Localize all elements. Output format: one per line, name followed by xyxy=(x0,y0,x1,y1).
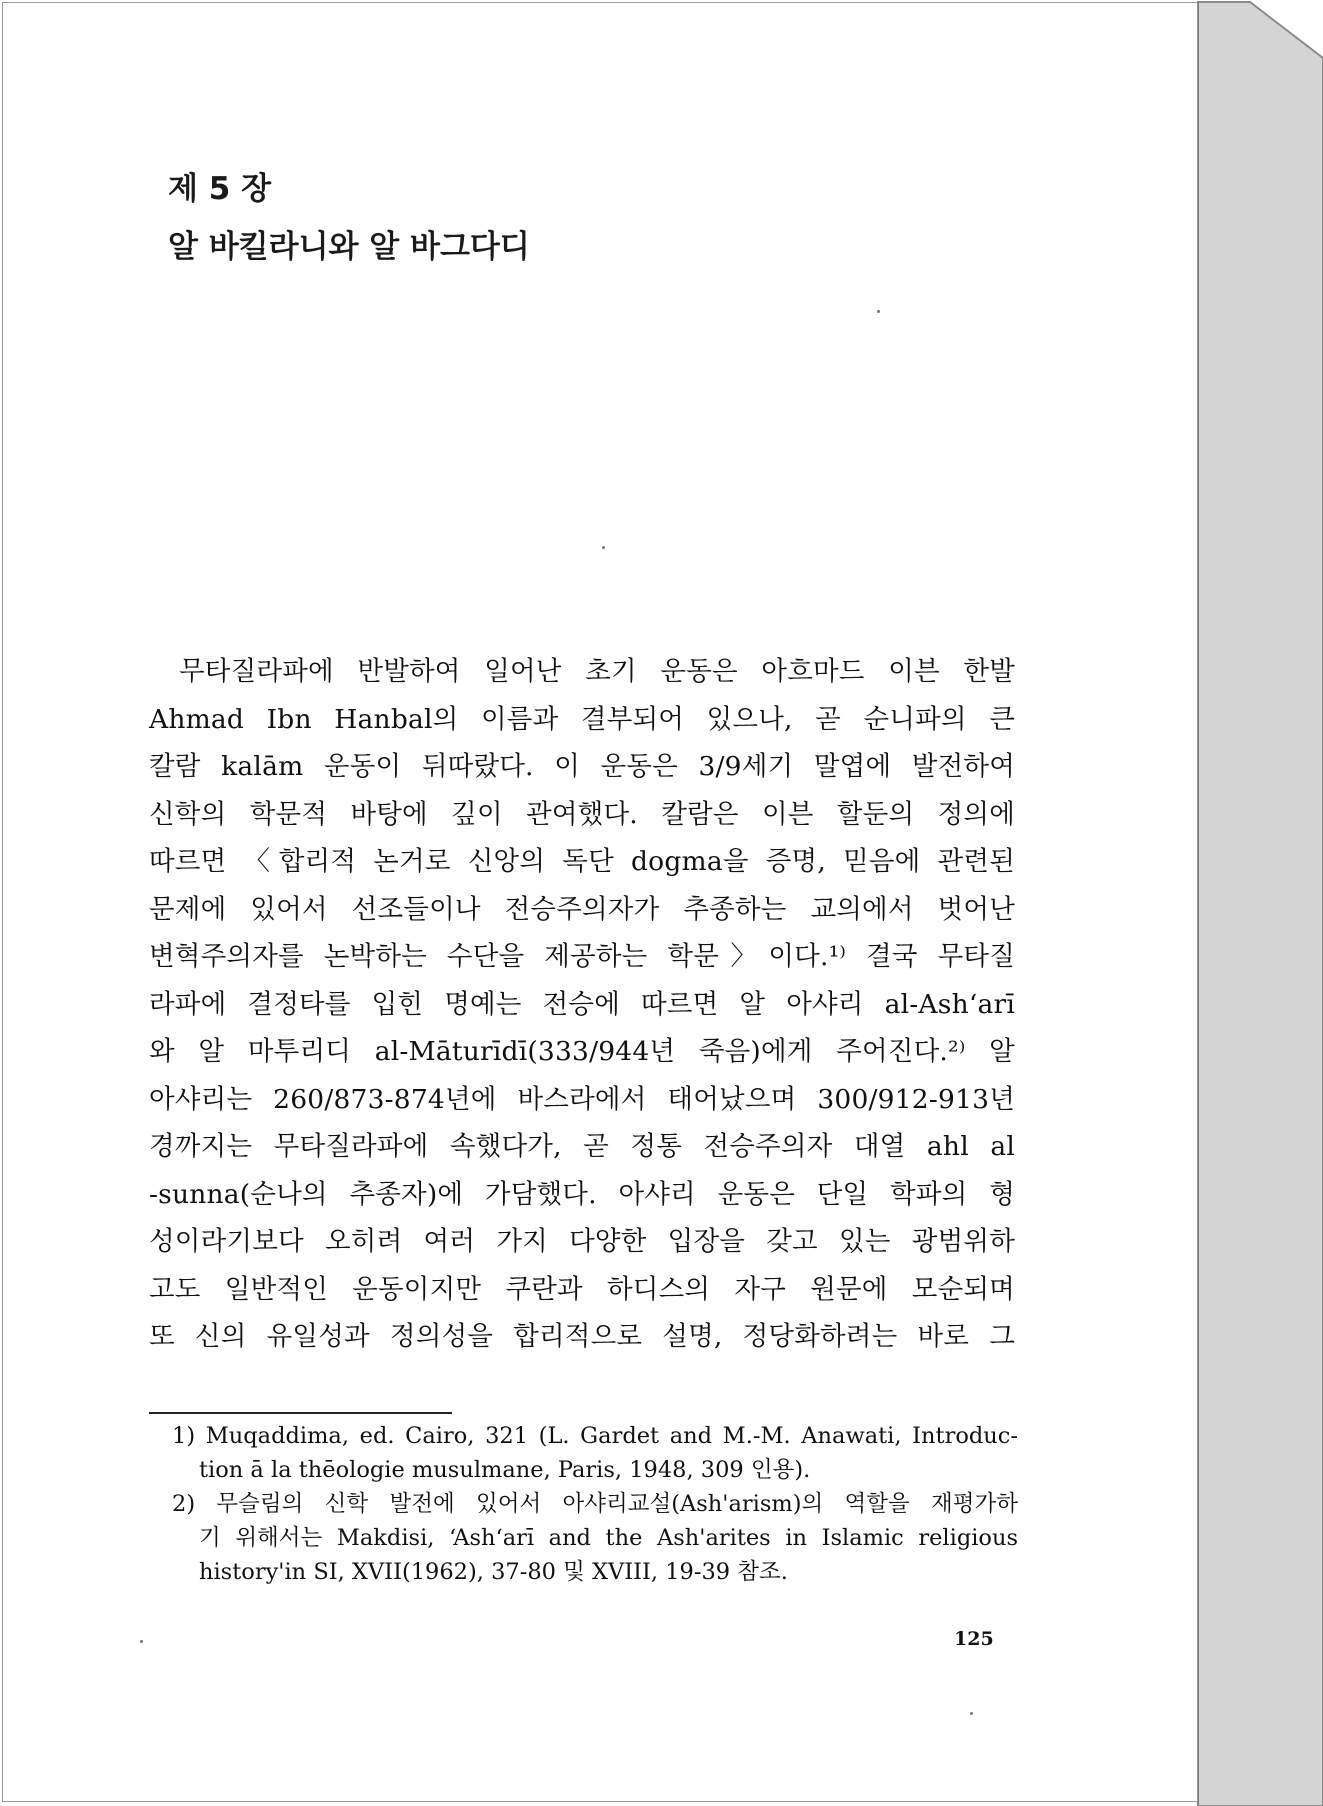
body-line: 신학의 학문적 바탕에 깊이 관여했다. 칼람은 이븐 할둔의 정의에 xyxy=(149,798,1015,830)
body-line: 변혁주의자를 논박하는 수단을 제공하는 학문〉이다.¹⁾ 결국 무타질 xyxy=(149,941,1015,972)
body-line: 따르면 〈합리적 논거로 신앙의 독단 dogma을 증명, 믿음에 관련된 xyxy=(149,846,1015,877)
footnote-2-line: 2) 무슬림의 신학 발전에 있어서 아샤리교설(Ash'arism)의 역할을 재평가하 xyxy=(172,1491,1018,1517)
body-line: 성이라기보다 오히려 여러 가지 다양한 입장을 갖고 있는 광범위하 xyxy=(149,1226,1015,1257)
body-line: 고도 일반적인 운동이지만 쿠란과 하디스의 자구 원문에 모순되며 xyxy=(149,1273,1015,1305)
body-text xyxy=(149,648,1015,1361)
body-line: 아샤리는 260/873-874년에 바스라에서 태어났으며 300/912-913년 xyxy=(149,1083,1015,1115)
chapter-title: 알 바킬라니와 알 바그다디 xyxy=(168,229,530,265)
footnote-divider xyxy=(149,1412,452,1414)
body-line: 칼람 kalām 운동이 뒤따랐다. 이 운동은 3/9세기 말엽에 발전하여 xyxy=(149,751,1015,782)
footnote-1-line: 1) Muqaddima, ed. Cairo, 321 (L. Gardet and M.-M. Anawati, Introduc- xyxy=(172,1423,1018,1449)
body-line: 라파에 결정타를 입힌 명예는 전승에 따르면 알 아샤리 al-Ash‘arī xyxy=(149,988,1015,1020)
body-line: 문제에 있어서 선조들이나 전승주의자가 추종하는 교의에서 벗어난 xyxy=(149,893,1015,925)
chapter-heading xyxy=(168,160,530,276)
scan-speck xyxy=(877,310,880,313)
body-line: 와 알 마투리디 al-Māturīdī(333/944년 죽음)에게 주어진다.²⁾ 알 xyxy=(149,1036,1015,1067)
footnotes xyxy=(172,1419,1018,1589)
footnote-1-line: tion ā la thēologie musulmane, Paris, 1948, 309 인용). xyxy=(199,1457,811,1483)
body-line: -sunna(순나의 추종자)에 가담했다. 아샤리 운동은 단일 학파의 형 xyxy=(149,1178,1015,1210)
footnote-2-line: history'in SI, XVII(1962), 37-80 및 XVIII, 19-39 참조. xyxy=(199,1559,788,1585)
page-number: 125 xyxy=(954,1628,994,1650)
scan-speck xyxy=(140,1640,143,1643)
body-line: 경까지는 무타질라파에 속했다가, 곧 정통 전승주의자 대열 ahl al xyxy=(149,1131,1015,1162)
chapter-number: 제 5 장 xyxy=(168,171,272,207)
body-line: 무타질라파에 반발하여 일어난 초기 운동은 아흐마드 이븐 한발 xyxy=(179,656,1015,687)
body-line: Ahmad Ibn Hanbal의 이름과 결부되어 있으나, 곧 순니파의 큰 xyxy=(149,703,1015,735)
scan-speck xyxy=(602,546,605,549)
scan-speck xyxy=(970,1712,973,1715)
footnote-2-line: 기 위해서는 Makdisi, ‘Ash‘arī and the Ash'arites in Islamic religious xyxy=(199,1525,1018,1551)
body-line: 또 신의 유일성과 정의성을 합리적으로 설명, 정당화하려는 바로 그 xyxy=(149,1321,1015,1352)
